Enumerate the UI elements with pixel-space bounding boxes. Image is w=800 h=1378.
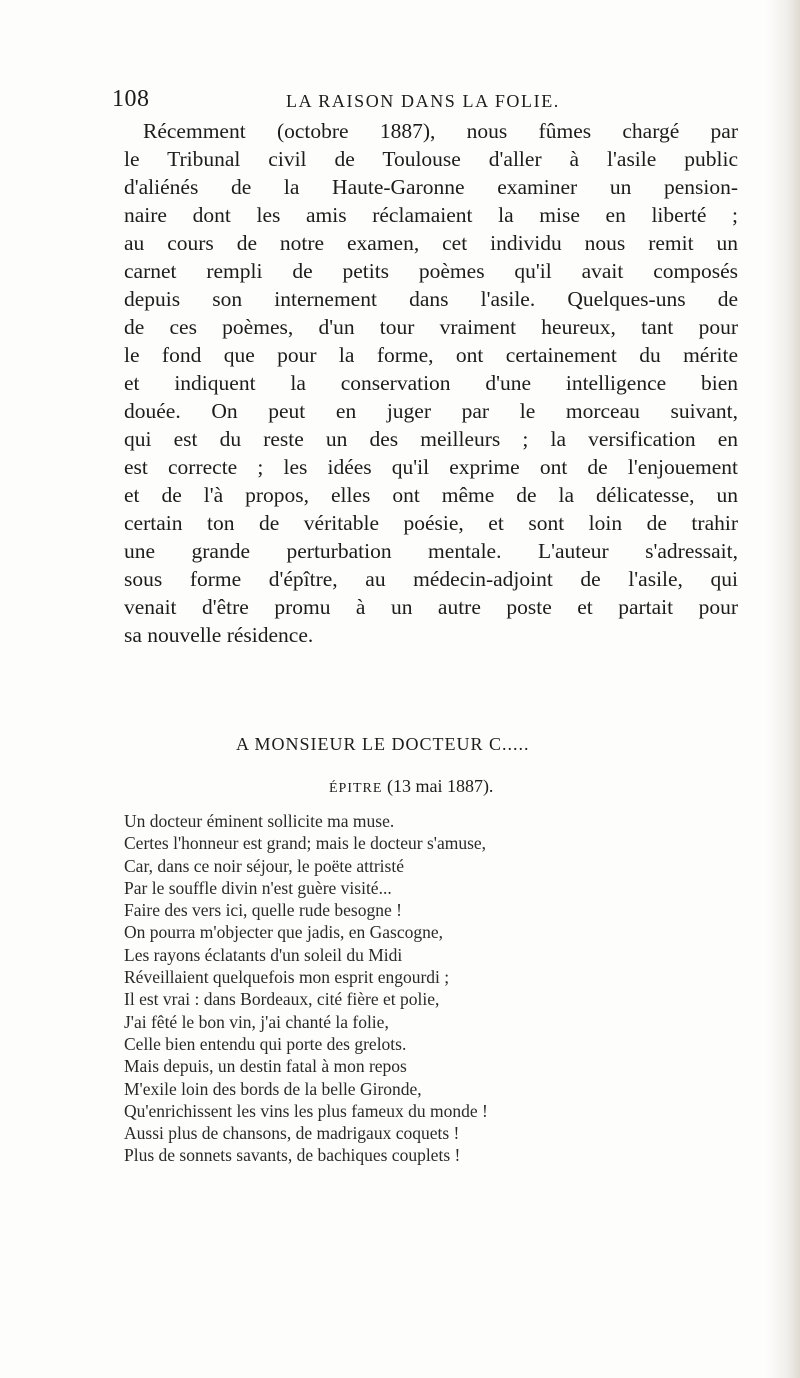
prose-line: d'aliénés de la Haute-Garonne examiner un pension-	[124, 175, 738, 199]
poem-verse: Qu'enrichissent les vins les plus fameux du monde !	[124, 1100, 488, 1121]
prose-line: le fond que pour la forme, ont certainement du mérite	[124, 343, 738, 367]
prose-line: certain ton de véritable poésie, et sont loin de trahir	[124, 511, 738, 535]
poem-verse: Aussi plus de chansons, de madrigaux coquets !	[124, 1123, 460, 1144]
poem-verse: Plus de sonnets savants, de bachiques couplets !	[124, 1145, 461, 1166]
prose-line: naire dont les amis réclamaient la mise en liberté ;	[124, 203, 738, 227]
prose-line: une grande perturbation mentale. L'auteur s'adressait,	[124, 539, 738, 563]
prose-line: le Tribunal civil de Toulouse d'aller à l'asile public	[124, 147, 738, 171]
prose-paragraph	[124, 117, 738, 649]
prose-line: au cours de notre examen, cet individu nous remit un	[124, 231, 738, 255]
epitre-date: (13 mai 1887).	[386, 776, 494, 796]
poem-verse: Réveillaient quelquefois mon esprit engourdi ;	[124, 967, 450, 988]
prose-line: Récemment (octobre 1887), nous fûmes chargé par	[143, 119, 738, 143]
poem-verse: Mais depuis, un destin fatal à mon repos	[124, 1056, 407, 1077]
poem-verse: Les rayons éclatants d'un soleil du Midi	[124, 944, 403, 965]
prose-line: sous forme d'épître, au médecin-adjoint de l'asile, qui	[124, 567, 738, 591]
poem-verse: Certes l'honneur est grand; mais le docteur s'amuse,	[124, 833, 487, 854]
poem-verse: Faire des vers ici, quelle rude besogne !	[124, 900, 402, 921]
prose-line: venait d'être promu à un autre poste et partait pour	[124, 595, 738, 619]
page-edge-shadow	[766, 0, 800, 1378]
running-header	[112, 86, 712, 116]
dedication-heading: A MONSIEUR LE DOCTEUR C.....	[236, 734, 530, 754]
prose-line: qui est du reste un des meilleurs ; la versification en	[124, 427, 738, 451]
poem-verse: J'ai fêté le bon vin, j'ai chanté la folie,	[124, 1011, 389, 1032]
poem-verse: Un docteur éminent sollicite ma muse.	[124, 811, 395, 831]
page-number: 108	[112, 86, 150, 112]
prose-line: et indiquent la conservation d'une intelligence bien	[124, 371, 738, 395]
poem-verse: Celle bien entendu qui porte des grelots.	[124, 1033, 407, 1054]
prose-line: depuis son internement dans l'asile. Quelques-uns de	[124, 287, 738, 311]
prose-line: de ces poèmes, d'un tour vraiment heureux, tant pour	[124, 315, 738, 339]
poem-verse: On pourra m'objecter que jadis, en Gascogne,	[124, 922, 444, 943]
prose-line: carnet rempli de petits poèmes qu'il avait composés	[124, 259, 738, 283]
epitre-label: ÉPITRE	[329, 781, 383, 796]
prose-line: est correcte ; les idées qu'il exprime ont de l'enjouement	[124, 455, 738, 479]
running-title: LA RAISON DANS LA FOLIE.	[286, 91, 560, 111]
poem-verse: Par le souffle divin n'est guère visité...	[124, 877, 392, 898]
poem-verse: Il est vrai : dans Bordeaux, cité fière et polie,	[124, 989, 440, 1010]
prose-line: sa nouvelle résidence.	[124, 623, 314, 647]
poem-verse: M'exile loin des bords de la belle Gironde,	[124, 1078, 422, 1099]
poem	[124, 810, 744, 1167]
epitre-subheading	[329, 776, 493, 797]
prose-line: et de l'à propos, elles ont même de la délicatesse, un	[124, 483, 738, 507]
poem-verse: Car, dans ce noir séjour, le poëte attristé	[124, 855, 404, 876]
prose-line: douée. On peut en juger par le morceau suivant,	[124, 399, 738, 423]
